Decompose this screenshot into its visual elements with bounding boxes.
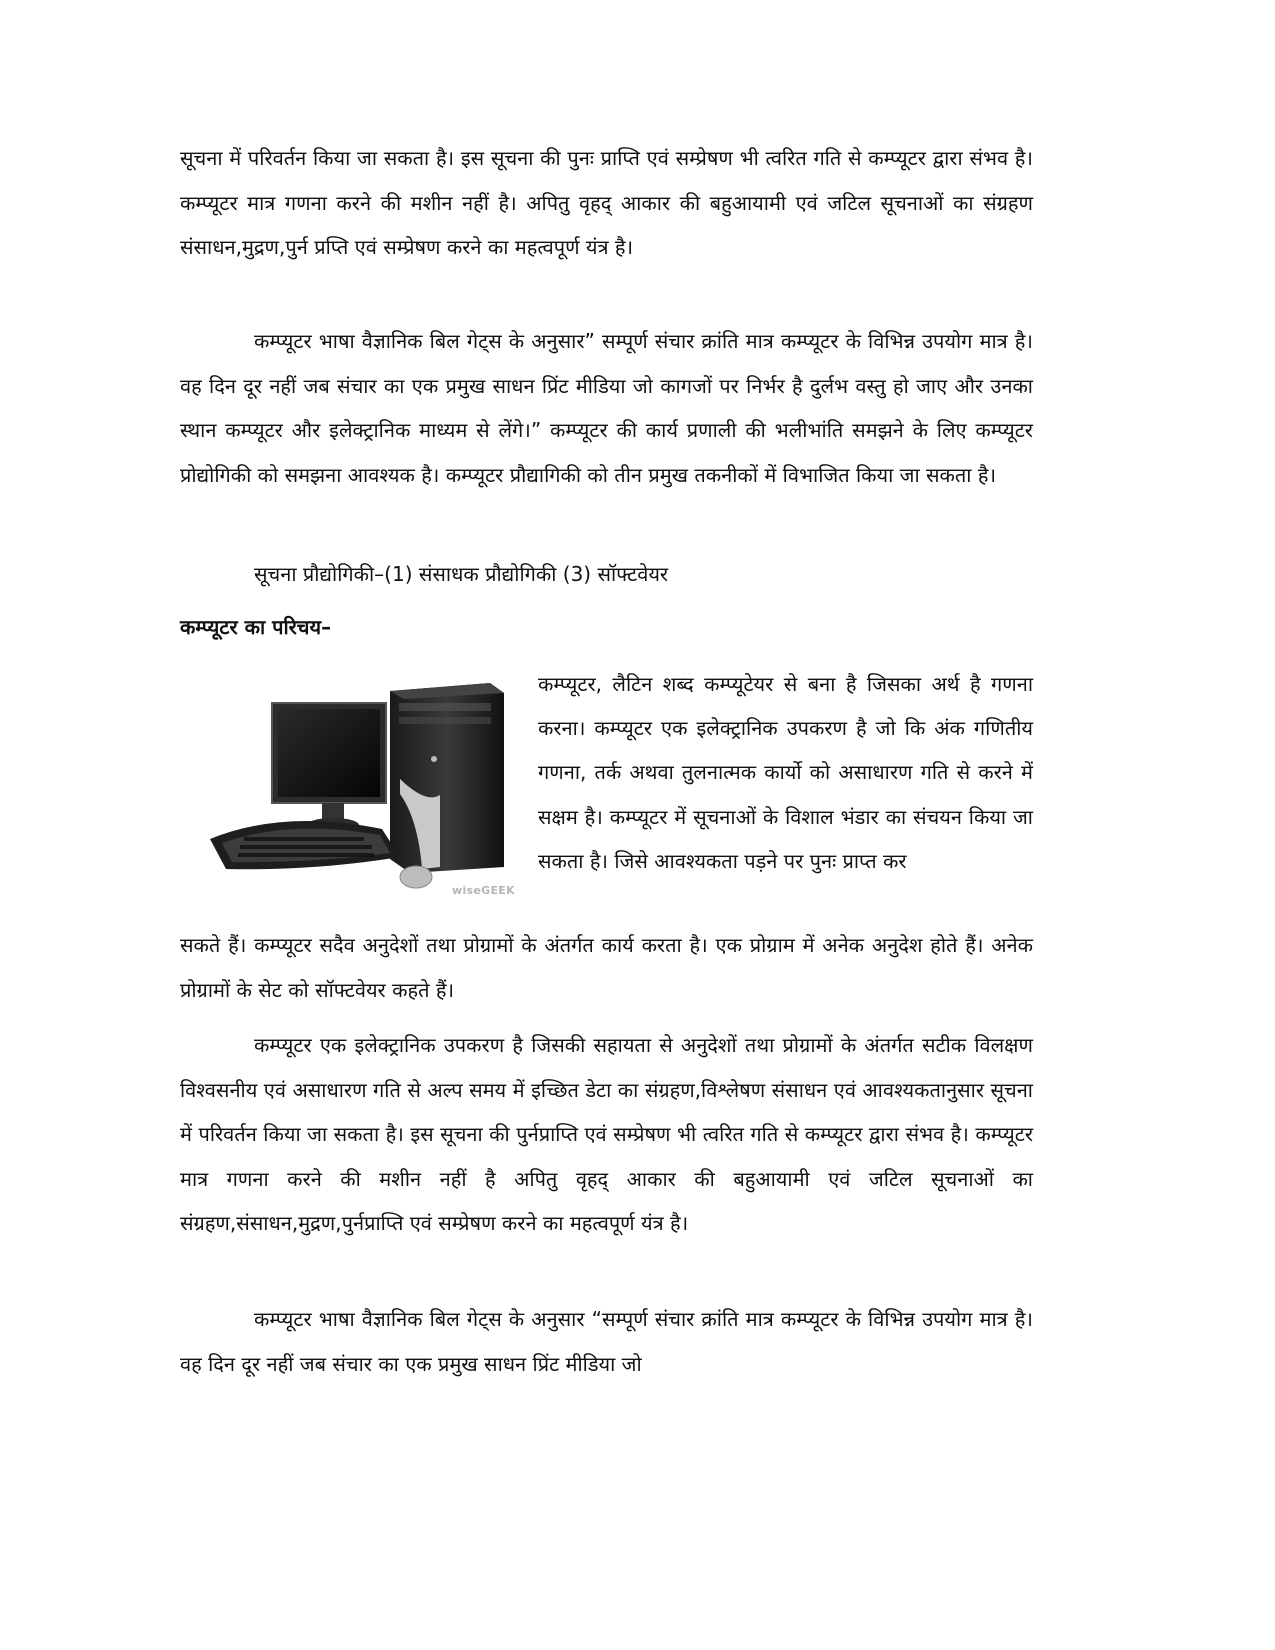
watermark-text: wiseGEEK	[452, 884, 515, 897]
paragraph-2: कम्प्यूटर भाषा वैज्ञानिक बिल गेट्स के अनुसार” सम्पूर्ण संचार क्रांति मात्र कम्प्यूटर के विभिन्न उपयोग मात्र है। वह दिन दूर नहीं जब संचार का एक प्रमुख साधन प्रिंट मीडिया जो कागजों पर निर्भर है दुर्लभ वस्तु हो जाए और उनका स्थान कम्प्यूटर और इलेक्ट्रानिक माध्यम से लेंगे।” कम्प्यूटर की कार्य प्रणाली की भलीभांति समझने के लिए कम्प्यूटर प्रोद्योगिकी को समझना आवश्यक है। कम्प्यूटर प्रौद्यागिकी को तीन प्रमुख तकनीकों में विभाजित किया जा सकता है।	[180, 329, 1033, 487]
computer-image	[204, 669, 518, 905]
paragraph-5: कम्प्यूटर एक इलेक्ट्रानिक उपकरण है जिसकी सहायता से अनुदेशों तथा प्रोग्रामों के अंतर्गत सटीक विलक्षण विश्वसनीय एवं असाधारण गति से अल्प समय में इच्छित डेटा का संग्रहण,विश्लेषण संसाधन एवं आवश्यकतानुसार सूचना में परिवर्तन किया जा सकता है। इस सूचना की पुर्नप्राप्ति एवं सम्प्रेषण भी त्वरित गति से कम्प्यूटर द्वारा संभव है। कम्प्यूटर मात्र गणना करने की मशीन नहीं है अपितु वृहद् आकार की बहुआयामी एवं जटिल सूचनाओं का संग्रहण,संसाधन,मुद्रण,पुर्नप्राप्ति एवं सम्प्रेषण करने का महत्वपूर्ण यंत्र है।	[180, 1033, 1033, 1235]
paragraph-1: सूचना में परिवर्तन किया जा सकता है। इस सूचना की पुनः प्राप्ति एवं सम्प्रेषण भी त्वरित गति से कम्प्यूटर द्वारा संभव है। कम्प्यूटर मात्र गणना करने की मशीन नहीं है। अपितु वृहद् आकार की बहुआयामी एवं जटिल सूचनाओं का संग्रहण संसाधन,मुद्रण,पुर्न प्रप्ति एवं सम्प्रेषण करने का महत्वपूर्ण यंत्र है।	[180, 146, 1033, 259]
section-heading: कम्प्यूटर का परिचय–	[180, 615, 332, 639]
intro-paragraph-continuation: सकते हैं। कम्प्यूटर सदैव अनुदेशों तथा प्रोग्रामों के अंतर्गत कार्य करता है। एक प्रोग्राम में अनेक अनुदेश होते हैं। अनेक प्रोग्रामों के सेट को सॉफ्टवेयर कहते हैं।	[180, 933, 1033, 1002]
intro-paragraph: कम्प्यूटर, लैटिन शब्द कम्प्यूटेयर से बना है जिसका अर्थ है गणना करना। कम्प्यूटर एक इलेक्ट्रानिक उपकरण है जो कि अंक गणितीय गणना, तर्क अथवा तुलनात्मक कार्यो को असाधारण गति से करने में सक्षम है। कम्प्यूटर में सूचनाओं के विशाल भंडार का संचयन किया जा सकता है। जिसे आवश्यकता पड़ने पर पुनः प्राप्त कर	[538, 672, 1033, 873]
paragraph-6: कम्प्यूटर भाषा वैज्ञानिक बिल गेट्स के अनुसार “सम्पूर्ण संचार क्रांति मात्र कम्प्यूटर के विभिन्न उपयोग मात्र है। वह दिन दूर नहीं जब संचार का एक प्रमुख साधन प्रिंट मीडिया जो	[180, 1307, 1033, 1376]
paragraph-3: सूचना प्रौद्योगिकी–(1) संसाधक प्रौद्योगिकी (3) सॉफ्टवेयर	[254, 562, 669, 586]
desktop-computer-icon	[204, 669, 518, 905]
